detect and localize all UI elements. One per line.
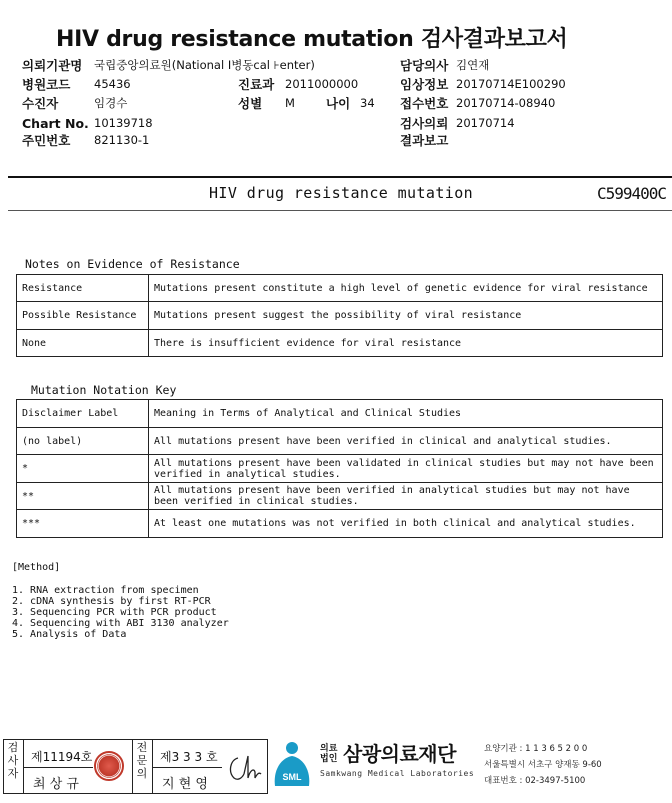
org-type: 의료 법인: [320, 744, 338, 764]
table-row: [17, 428, 663, 455]
patient-info-block: [0, 0, 672, 160]
method-heading: [Method]: [12, 562, 61, 573]
specialist-name: 지 현 영: [162, 777, 208, 792]
divider: [152, 767, 222, 768]
age-value: 34: [360, 96, 375, 110]
notation-table-title: Mutation Notation Key: [31, 383, 177, 397]
examiner-label: 검사자: [7, 741, 19, 780]
notation-text: At least one mutations was not verified in both clinical and analytical studies.: [149, 510, 663, 538]
org-phone: 대표번호 : 02-3497-5100: [484, 776, 586, 786]
table-row: [17, 483, 663, 510]
resident-no-value: 821130-1: [94, 133, 150, 147]
exam-request-value: 20170714: [456, 116, 515, 130]
notation-text: All mutations present have been validated in clinical studies but may not have been verified in analytical studies.: [149, 455, 663, 483]
evidence-label: Possible Resistance: [17, 302, 149, 330]
table-row: [17, 275, 663, 302]
dept-value: 2011000000: [285, 77, 359, 91]
evidence-table: [16, 274, 663, 357]
evidence-label: None: [17, 330, 149, 357]
sml-logo-icon: [271, 740, 313, 790]
method-section: [12, 562, 229, 640]
evidence-label: Resistance: [17, 275, 149, 302]
sex-value: M: [285, 96, 295, 110]
notation-label: **: [17, 483, 149, 510]
org-contact: [484, 741, 602, 789]
patient-label: 수진자: [22, 96, 59, 111]
evidence-text: There is insufficient evidence for viral resistance: [149, 330, 663, 357]
chart-no-value: 10139718: [94, 116, 153, 130]
notation-text: All mutations present have been verified in clinical and analytical studies.: [149, 428, 663, 455]
evidence-text: Mutations present suggest the possibility of viral resistance: [149, 302, 663, 330]
age-label: 나이: [326, 96, 351, 111]
divider: [23, 767, 93, 768]
resident-no-label: 주민번호: [22, 133, 71, 148]
chart-no-label: Chart No.: [22, 116, 89, 131]
receipt-value: 20170714-08940: [456, 96, 556, 110]
org-address: 서울특별시 서초구 양재동 9-60: [484, 760, 602, 770]
table-row: [17, 455, 663, 483]
sex-label: 성별: [238, 96, 263, 111]
specialist-license: 제3 3 3 호: [160, 750, 218, 764]
header-divider: [8, 176, 672, 178]
table-header-row: [17, 400, 663, 428]
method-step: 2. cDNA synthesis by first RT-PCR: [12, 596, 211, 607]
result-report-label: 결과보고: [400, 133, 449, 148]
column-header-meaning: Meaning in Terms of Analytical and Clinical Studies: [149, 400, 663, 428]
hospital-code-value: 45436: [94, 77, 131, 91]
dept-label: 진료과: [238, 77, 275, 92]
patient-value: 임경수: [94, 96, 128, 110]
hospital-label: 의뢰기관명: [22, 58, 83, 73]
table-row: [17, 510, 663, 538]
method-step: 1. RNA extraction from specimen: [12, 585, 199, 596]
test-code: C599400C: [596, 184, 666, 203]
section-title: HIV drug resistance mutation: [209, 184, 474, 202]
section-divider: [8, 210, 672, 211]
table-row: [17, 330, 663, 357]
notation-label: (no label): [17, 428, 149, 455]
notation-table: [16, 399, 663, 538]
signature-icon: [224, 752, 262, 784]
logo-text: SML: [282, 772, 302, 782]
examiner-license: 제11194호: [31, 750, 93, 764]
column-header-label: Disclaimer Label: [17, 400, 149, 428]
signature-box: [3, 739, 268, 794]
org-code: 요양기관 : 1 1 3 6 5 2 0 0: [484, 744, 588, 754]
org-name: 삼광의료재단: [343, 742, 456, 766]
notation-label: *: [17, 455, 149, 483]
method-step: 5. Analysis of Data: [12, 629, 127, 640]
hospital-code-label: 병원코드: [22, 77, 71, 92]
report-title: HIV drug resistance mutation 검사결과보고서: [56, 27, 568, 52]
receipt-label: 접수번호: [400, 96, 449, 111]
clinical-info-label: 임상정보: [400, 77, 449, 92]
org-name-en: Samkwang Medical Laboratories: [320, 769, 475, 778]
doctor-value: 김연재: [456, 58, 490, 72]
exam-request-label: 검사의뢰: [400, 116, 449, 131]
evidence-table-title: Notes on Evidence of Resistance: [25, 257, 240, 271]
examiner-name: 최 상 규: [33, 777, 79, 792]
notation-text: All mutations present have been verified in analytical studies but may not have been verified in clinical studies.: [149, 483, 663, 510]
evidence-text: Mutations present constitute a high level of genetic evidence for viral resistance: [149, 275, 663, 302]
divider: [132, 740, 133, 793]
table-row: [17, 302, 663, 330]
examiner-seal-icon: [94, 751, 124, 781]
method-step: 4. Sequencing with ABI 3130 analyzer: [12, 618, 229, 629]
method-step: 3. Sequencing PCR with PCR product: [12, 607, 217, 618]
doctor-label: 담당의사: [400, 58, 449, 73]
hospital-value: 국립중앙의료원(National Ⅰ병동cal ⊦enter): [94, 58, 315, 72]
notation-label: ***: [17, 510, 149, 538]
specialist-label: 전문의: [136, 741, 148, 780]
clinical-info-value: 20170714E100290: [456, 77, 566, 91]
